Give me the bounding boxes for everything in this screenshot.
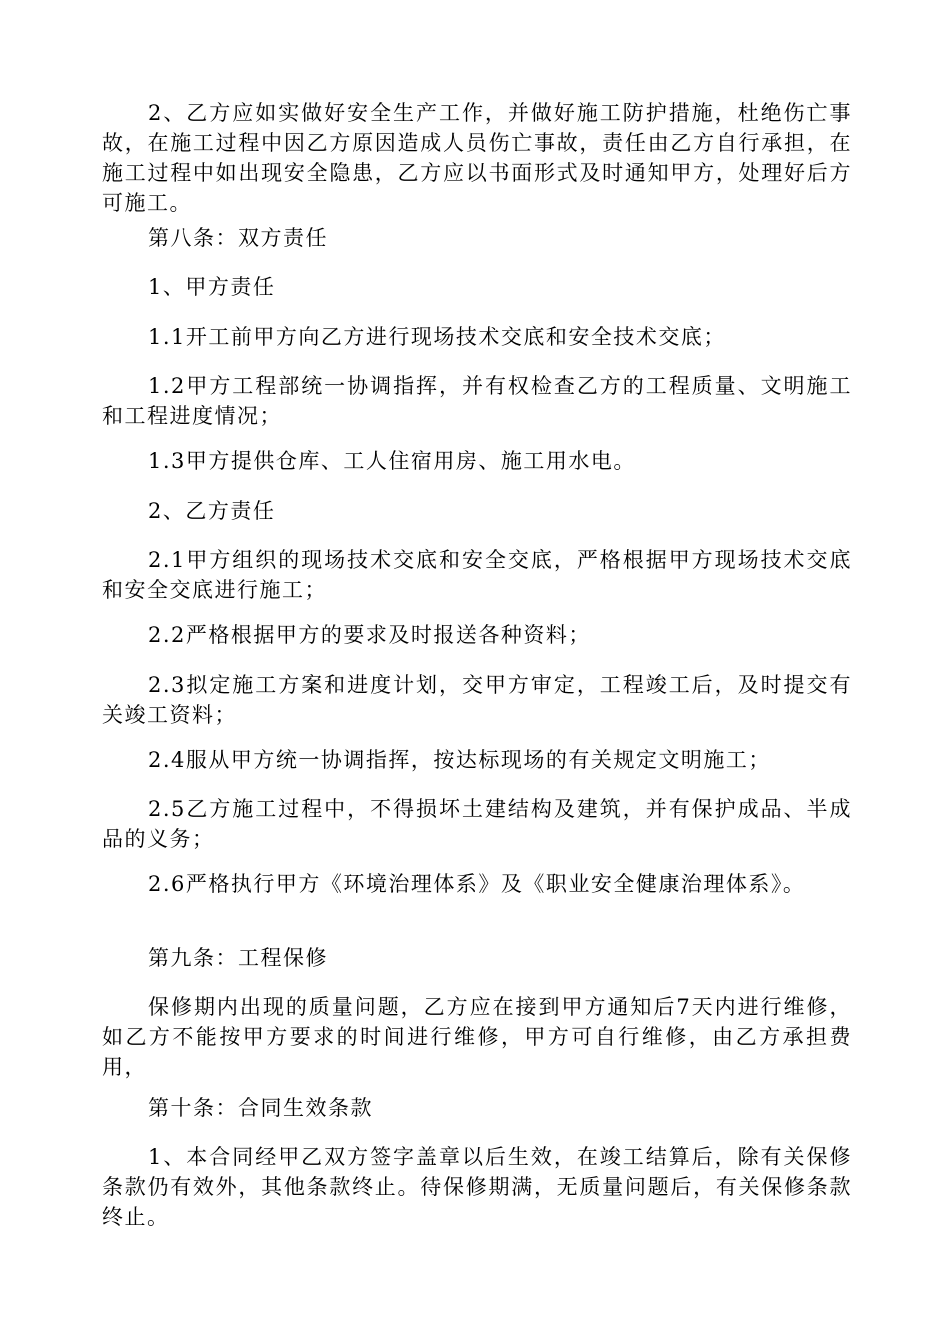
clause-2-4: 2.4服从甲方统一协调指挥，按达标现场的有关规定文明施工；	[148, 748, 771, 772]
clause-2-3: 2.3拟定施工方案和进度计划，交甲方审定，工程竣工后，及时提交有关竣工资料；	[102, 673, 852, 727]
clause-1-3: 1.3甲方提供仓库、工人住宿用房、施工用水电。	[148, 449, 636, 473]
paragraph-safety-production: 2、乙方应如实做好安全生产工作，并做好施工防护措施，杜绝伤亡事故，在施工过程中因乙方原因造成人员伤亡事故，责任由乙方自行承担，在施工过程中如出现安全隐患，乙方应以书面形式及时通知甲方，处理好后方可施工。	[102, 101, 852, 215]
subheading-party-b-duties: 2、乙方责任	[148, 499, 276, 523]
heading-article-10: 第十条：合同生效条款	[148, 1096, 373, 1120]
heading-article-9: 第九条：工程保修	[148, 946, 328, 970]
paragraph-warranty: 保修期内出现的质量问题，乙方应在接到甲方通知后7天内进行维修，如乙方不能按甲方要求的时间进行维修，甲方可自行维修，由乙方承担费用，	[102, 995, 852, 1079]
clause-2-2: 2.2严格根据甲方的要求及时报送各种资料；	[148, 623, 591, 647]
paragraph-contract-effect: 1、本合同经甲乙双方签字盖章以后生效，在竣工结算后，除有关保修条款仍有效外，其他条款终止。待保修期满，无质量问题后，有关保修条款终止。	[102, 1145, 852, 1229]
clause-2-5: 2.5乙方施工过程中，不得损坏土建结构及建筑，并有保护成品、半成品的义务；	[102, 797, 852, 851]
clause-2-6: 2.6严格执行甲方《环境治理体系》及《职业安全健康治理体系》。	[148, 872, 806, 896]
clause-1-2: 1.2甲方工程部统一协调指挥，并有权检查乙方的工程质量、文明施工和工程进度情况；	[102, 374, 852, 428]
heading-article-8: 第八条：双方责任	[148, 226, 328, 250]
clause-2-1: 2.1甲方组织的现场技术交底和安全交底，严格根据甲方现场技术交底和安全交底进行施工；	[102, 548, 852, 602]
subheading-party-a-duties: 1、甲方责任	[148, 275, 276, 299]
clause-1-1: 1.1开工前甲方向乙方进行现场技术交底和安全技术交底；	[148, 325, 726, 349]
